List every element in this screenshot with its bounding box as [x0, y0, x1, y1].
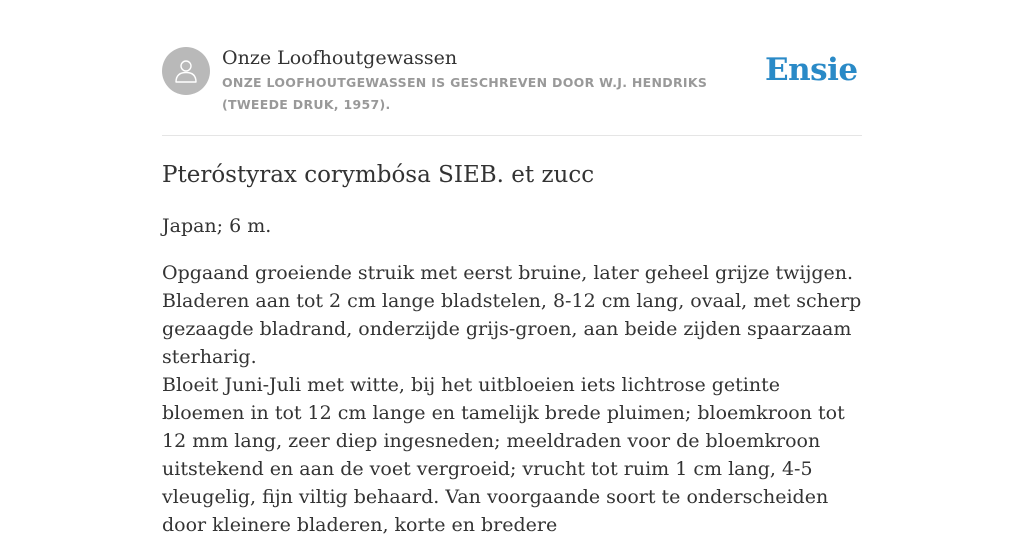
avatar	[162, 47, 210, 95]
ensie-logo-link[interactable]: Ensie	[765, 52, 858, 88]
user-icon	[172, 57, 200, 85]
book-title-link[interactable]: Onze Loofhoutgewassen	[222, 47, 458, 69]
entry-paragraph-origin: Japan; 6 m.	[162, 215, 272, 237]
entry-title: Pteróstyrax corymbósa SIEB. et zucc	[162, 162, 595, 188]
source-header	[162, 46, 862, 116]
entry-paragraph-flowering: Bloeit Juni-Juli met witte, bij het uitbloeien iets lichtrose getinte bloemen in tot 12 cm lange en tamelijk brede pluimen; bloemkroon tot 12 mm lang, zeer diep ingesneden; meeldraden voor de bloemkroon uitstekend en aan de voet vergroeid; vrucht tot ruim 1 cm lang, 4-5 vleugelig, fijn viltig behaard. Van voorgaande soort te onderscheiden door kleinere bladeren, korte en bredere	[162, 374, 845, 536]
entry-paragraph-description: Opgaand groeiende struik met eerst bruine, later geheel grijze twijgen. Bladeren aan tot 2 cm lange bladstelen, 8-12 cm lang, ovaal, met scherp gezaagde bladrand, onderzijde grijs-groen, aan beide zijden spaarzaam sterharig.	[162, 262, 862, 368]
book-description: ONZE LOOFHOUTGEWASSEN IS GESCHREVEN DOOR W.J. HENDRIKS (TWEEDE DRUK, 1957).	[222, 75, 708, 112]
header-divider	[162, 135, 862, 136]
